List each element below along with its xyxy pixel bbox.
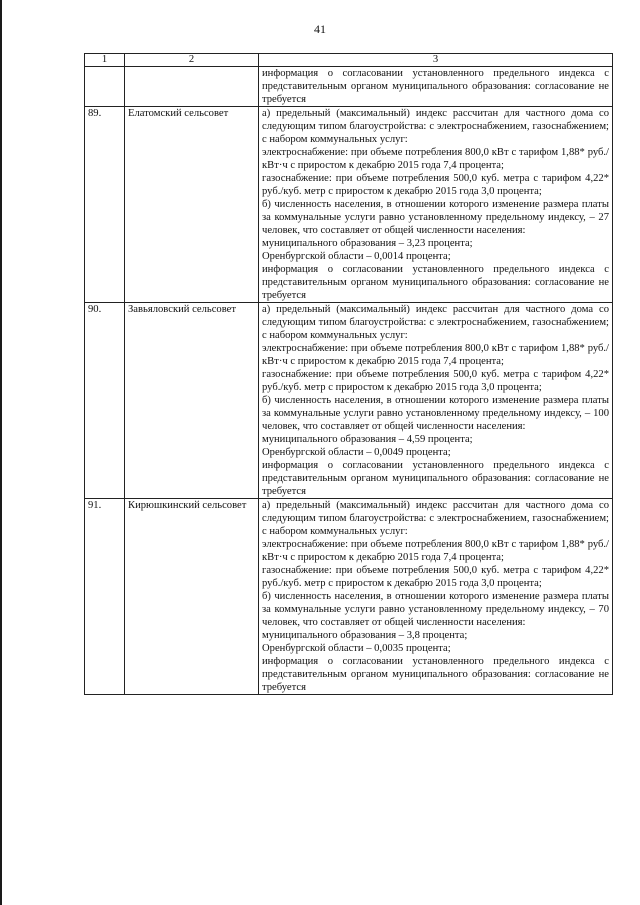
municipality-name: Кирюшкинский сельсовет <box>125 499 259 695</box>
table-header-row <box>85 54 613 67</box>
scan-edge-line <box>0 0 2 905</box>
paragraph: муниципального образования – 3,23 процента; <box>262 238 473 249</box>
paragraph: информация о согласовании установленного предельного индекса с представительным органом муниципального образования: согласование не требуется <box>262 264 609 301</box>
paragraph: а) предельный (максимальный) индекс рассчитан для частного дома со следующим типом благоустройства: с электроснабжением, газоснабжением; с набором коммунальных услуг: <box>262 500 609 537</box>
municipality-name: Завьяловский сельсовет <box>125 303 259 499</box>
paragraph: б) численность населения, в отношении которого изменение размера платы за коммунальные услуги равно установленному предельному индексу, – 70 человек, что составляет от общей численности населения: <box>262 591 609 628</box>
table-row <box>85 107 613 303</box>
row-number: 89. <box>85 107 125 303</box>
paragraph: Оренбургской области – 0,0014 процента; <box>262 251 451 262</box>
paragraph: газоснабжение: при объеме потребления 500,0 куб. метра с тарифом 4,22* руб./куб. метр с приростом к декабрю 2015 года 3,0 процента; <box>262 173 609 197</box>
paragraph: электроснабжение: при объеме потребления 800,0 кВт с тарифом 1,88* руб./кВт·ч с приростом к декабрю 2015 года 7,4 процента; <box>262 147 609 171</box>
paragraph: информация о согласовании установленного предельного индекса с представительным органом муниципального образования: согласование не требуется <box>262 68 609 105</box>
description-cell <box>259 303 613 499</box>
column-header-number: 1 <box>85 54 125 67</box>
column-header-municipality: 2 <box>125 54 259 67</box>
paragraph: газоснабжение: при объеме потребления 500,0 куб. метра с тарифом 4,22* руб./куб. метр с приростом к декабрю 2015 года 3,0 процента; <box>262 565 609 589</box>
row-number: 90. <box>85 303 125 499</box>
paragraph: Оренбургской области – 0,0035 процента; <box>262 643 451 654</box>
table-row <box>85 303 613 499</box>
paragraph: электроснабжение: при объеме потребления 800,0 кВт с тарифом 1,88* руб./кВт·ч с приростом к декабрю 2015 года 7,4 процента; <box>262 539 609 563</box>
row-number: 91. <box>85 499 125 695</box>
paragraph: б) численность населения, в отношении которого изменение размера платы за коммунальные услуги равно установленному предельному индексу, – 27 человек, что составляет от общей численности населения: <box>262 199 609 236</box>
paragraph: муниципального образования – 4,59 процента; <box>262 434 473 445</box>
paragraph: информация о согласовании установленного предельного индекса с представительным органом муниципального образования: согласование не требуется <box>262 460 609 497</box>
continuation-text-cell <box>259 67 613 107</box>
paragraph: а) предельный (максимальный) индекс рассчитан для частного дома со следующим типом благоустройства: с электроснабжением, газоснабжением; с набором коммунальных услуг: <box>262 108 609 145</box>
paragraph: б) численность населения, в отношении которого изменение размера платы за коммунальные услуги равно установленному предельному индексу, – 100 человек, что составляет от общей численности населения: <box>262 395 609 432</box>
table-row <box>85 499 613 695</box>
municipality-name: Елатомский сельсовет <box>125 107 259 303</box>
description-cell <box>259 107 613 303</box>
column-header-description: 3 <box>259 54 613 67</box>
paragraph: а) предельный (максимальный) индекс рассчитан для частного дома со следующим типом благоустройства: с электроснабжением, газоснабжением; с набором коммунальных услуг: <box>262 304 609 341</box>
continuation-row <box>85 67 613 107</box>
page-number: 41 <box>314 22 326 36</box>
document-table <box>84 53 613 695</box>
paragraph: информация о согласовании установленного предельного индекса с представительным органом муниципального образования: согласование не требуется <box>262 656 609 693</box>
paragraph: Оренбургской области – 0,0049 процента; <box>262 447 451 458</box>
paragraph: газоснабжение: при объеме потребления 500,0 куб. метра с тарифом 4,22* руб./куб. метр с приростом к декабрю 2015 года 3,0 процента; <box>262 369 609 393</box>
paragraph: электроснабжение: при объеме потребления 800,0 кВт с тарифом 1,88* руб./кВт·ч с приростом к декабрю 2015 года 7,4 процента; <box>262 343 609 367</box>
continuation-name-cell <box>125 67 259 107</box>
description-cell <box>259 499 613 695</box>
continuation-num-cell <box>85 67 125 107</box>
paragraph: муниципального образования – 3,8 процента; <box>262 630 468 641</box>
